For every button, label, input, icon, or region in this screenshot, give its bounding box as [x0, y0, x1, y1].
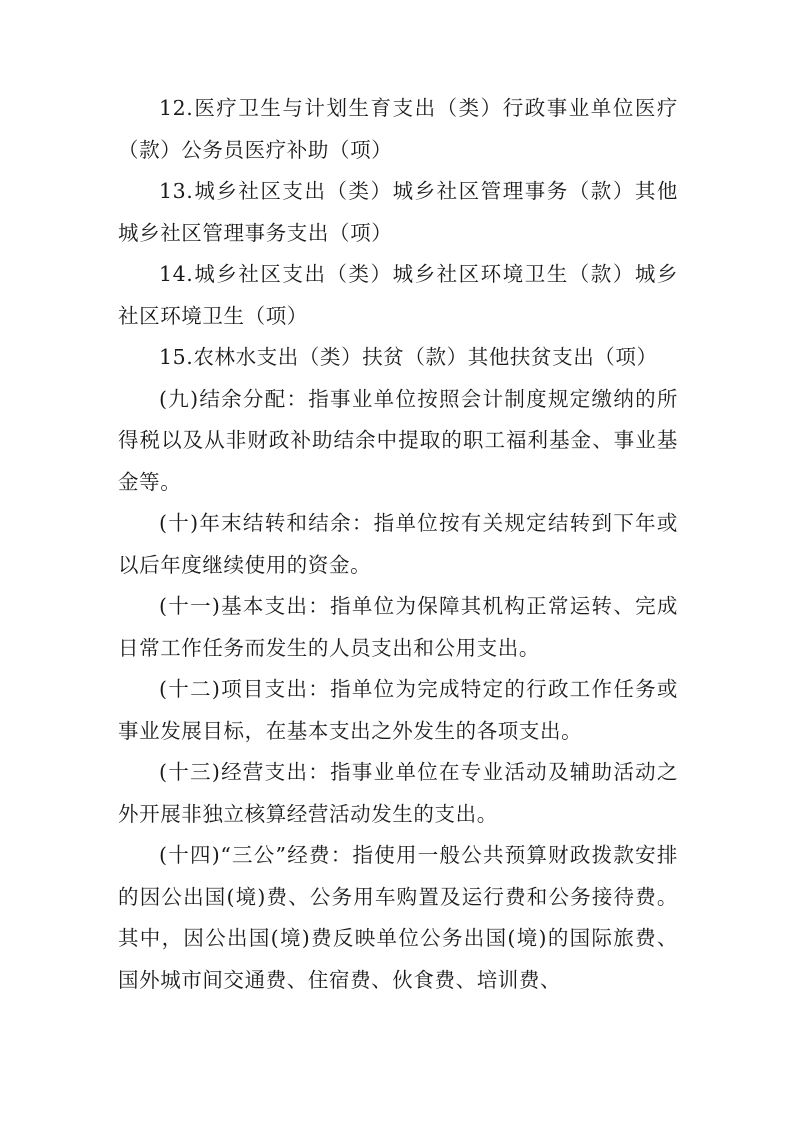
document-page: [118, 88, 678, 1001]
paragraph-year-end-carryover: (十)年末结转和结余：指单位按有关规定结转到下年或以后年度继续使用的资金。: [118, 511, 678, 577]
paragraph-operating-expenditure: (十三)经营支出：指事业单位在专业活动及辅助活动之外开展非独立核算经营活动发生的支出。: [118, 760, 678, 826]
paragraph-item-15: 15.农林水支出（类）扶贫（款）其他扶贫支出（项）: [159, 345, 658, 369]
paragraph-three-public-expenses: (十四)“三公”经费：指使用一般公共预算财政拨款安排的因公出国(境)费、公务用车购置及运行费和公务接待费。其中，因公出国(境)费反映单位公务出国(境)的国际旅费、国外城市间交通费、住宿费、伙食费、培训费、: [118, 843, 678, 992]
paragraph-balance-distribution: (九)结余分配：指事业单位按照会计制度规定缴纳的所得税以及从非财政补助结余中提取的职工福利基金、事业基金等。: [118, 386, 678, 494]
paragraph-item-14: 14.城乡社区支出（类）城乡社区环境卫生（款）城乡社区环境卫生（项）: [118, 262, 678, 328]
paragraph-project-expenditure: (十二)项目支出：指单位为完成特定的行政工作任务或事业发展目标，在基本支出之外发生的各项支出。: [118, 677, 678, 743]
paragraph-item-12: 12.医疗卫生与计划生育支出（类）行政事业单位医疗（款）公务员医疗补助（项）: [118, 96, 678, 162]
paragraph-basic-expenditure: (十一)基本支出：指单位为保障其机构正常运转、完成日常工作任务而发生的人员支出和公用支出。: [118, 594, 678, 660]
paragraph-item-13: 13.城乡社区支出（类）城乡社区管理事务（款）其他城乡社区管理事务支出（项）: [118, 179, 678, 245]
